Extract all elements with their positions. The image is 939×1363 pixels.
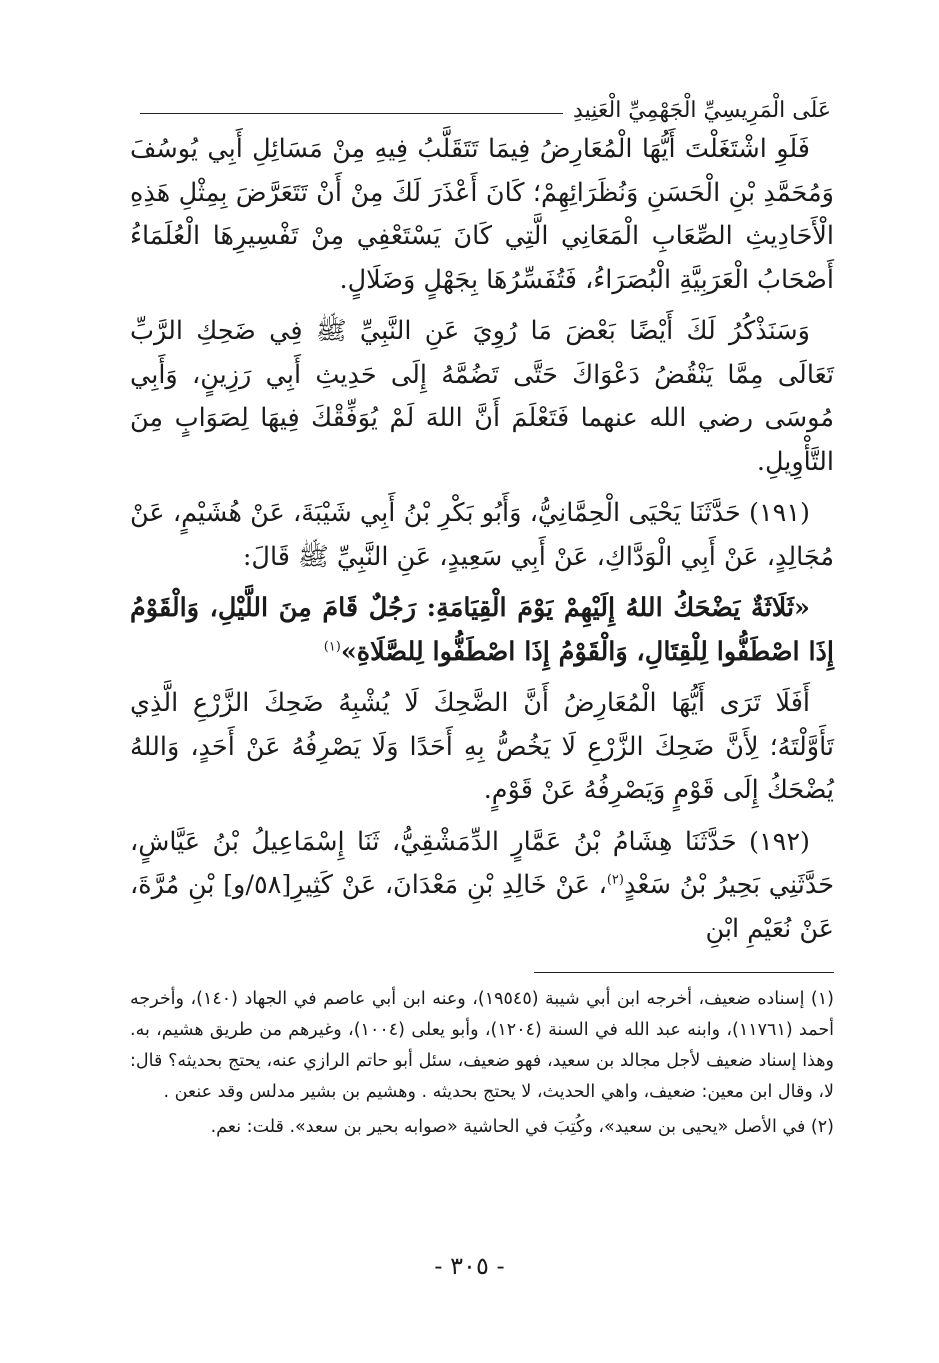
footnote-2: (٢) في الأصل «يحيى بن سعيد»، وكُتِبَ في الحاشية «صوابه بحير بن سعد». قلت: نعم. <box>210 1117 834 1137</box>
running-header <box>140 92 831 122</box>
header-title: عَلَى الْمَرِيسِيِّ الْجَهْمِيِّ الْعَنِيدِ <box>573 98 831 123</box>
footnote-1: (١) إسناده ضعيف، أخرجه ابن أبي شيبة (١٩٥٤٥)، وعنه ابن أبي عاصم في الجهاد (١٤٠)، وأخرجه أحمد (١١٧٦١)، وابنه عبد الله في السنة (١٢٠٤)، وأبو يعلى (١٠٠٤)، وغيرهم من طريق هشيم، به. وهذا إسناد ضعيف لأجل مجالد بن سعيد، فهو ضعيف، سئل أبو حاتم الرازي عنه، يحتج بحديثه؟ قال: لا، وقال ابن معين: ضعيف، واهي الحديث، لا يحتج بحديثه . وهشيم بن بشير مدلس وقد عنعن . <box>130 989 835 1102</box>
page-number: - ٣٠٥ - <box>434 1252 505 1280</box>
hadith-191-intro: (١٩١) حَدَّثَنَا يَحْيَى الْحِمَّانِيُّ، وَأَبُو بَكْرِ بْنُ أَبِي شَيْبَةَ، عَنْ هُشَيْمٍ، عَنْ مُجَالِدٍ، عَنْ أَبِي الْوَدَّاكِ، عَنْ أَبِي سَعِيدٍ، عَنِ النَّبِيِّ ﷺ قَالَ: <box>130 498 834 572</box>
main-text <box>130 128 834 959</box>
hadith-192-rest: ، عَنْ خَالِدِ بْنِ مَعْدَانَ، عَنْ كَثِيرِ[٥٨/و] بْنِ مُرَّةَ، عَنْ نُعَيْمِ ابْنِ <box>130 870 834 944</box>
paragraph-1: فَلَوِ اشْتَغَلْتَ أَيُّهَا الْمُعَارِضُ فِيمَا تَتَقَلَّبُ فِيهِ مِنْ مَسَائِلِ أَبِي يُوسُفَ وَمُحَمَّدِ بْنِ الْحَسَنِ وَنُظَرَائِهِمْ؛ كَانَ أَعْذَرَ لَكَ مِنْ أَنْ تَتَعَرَّضَ بِمِثْلِ هَذِهِ الْأَحَادِيثِ الصِّعَابِ الْمَعَانِي الَّتِي كَانَ يَسْتَعْفِي مِنْ تَفْسِيرِهَا الْعُلَمَاءُ أَصْحَابُ الْعَرَبِيَّةِ الْبُصَرَاءُ، فَتُفَسِّرُهَا بِجَهْلٍ وَضَلَالٍ. <box>130 134 834 295</box>
footnote-ref-1[interactable]: (١) <box>323 639 341 654</box>
footnote-separator <box>534 972 834 973</box>
header-rule <box>140 113 563 114</box>
hadith-191-block <box>130 587 834 674</box>
paragraph-2: وَسَنَذْكُرُ لَكَ أَيْضًا بَعْضَ مَا رُوِيَ عَنِ النَّبِيِّ ﷺ فِي ضَحِكِ الرَّبِّ تَعَالَى مِمَّا يَنْقُضُ دَعْوَاكَ حَتَّى تَضُمَّهُ إِلَى حَدِيثِ أَبِي رَزِينٍ، وَأَبِي مُوسَى رضي الله عنهما فَتَعْلَمَ أَنَّ اللهَ لَمْ يُوَفِّقْكَ فِيهَا لِصَوَابٍ مِنَ التَّأْوِيلِ. <box>130 316 834 477</box>
footnote-ref-2[interactable]: (٢) <box>606 872 624 888</box>
footnotes <box>130 984 834 1147</box>
hadith-192-intro: (١٩٢) حَدَّثَنَا هِشَامُ بْنُ عَمَّارٍ الدِّمَشْقِيُّ، ثَنَا إِسْمَاعِيلُ بْنُ عَيَّاشٍ، حَدَّثَنِي بَحِيرُ بْنُ سَعْدٍ <box>130 826 834 900</box>
hadith-192-block <box>130 821 834 952</box>
hadith-191-commentary: أَفَلَا تَرَى أَيُّهَا الْمُعَارِضُ أَنَّ الضَّحِكَ لَا يُشْبِهُ ضَحِكَ الزَّرْعِ الَّذِي تَأَوَّلْتَهُ؛ لِأَنَّ ضَحِكَ الزَّرْعِ لَا يَخُصُّ بِهِ أَحَدًا وَلَا يَصْرِفُهُ عَنْ أَحَدٍ، وَاللهُ يُضْحَكُ إِلَى قَوْمٍ وَيَصْرِفُهُ عَنْ قَوْمٍ. <box>130 688 834 805</box>
hadith-191-text: «ثَلَاثَةٌ يَضْحَكُ اللهُ إِلَيْهِمْ يَوْمَ الْقِيَامَةِ: رَجُلٌ قَامَ مِنَ اللَّيْلِ، وَالْقَوْمُ إِذَا اصْطَفُّوا لِلْقِتَالِ، وَالْقَوْمُ إِذَا اصْطَفُّوا لِلصَّلَاةِ» <box>130 593 834 667</box>
